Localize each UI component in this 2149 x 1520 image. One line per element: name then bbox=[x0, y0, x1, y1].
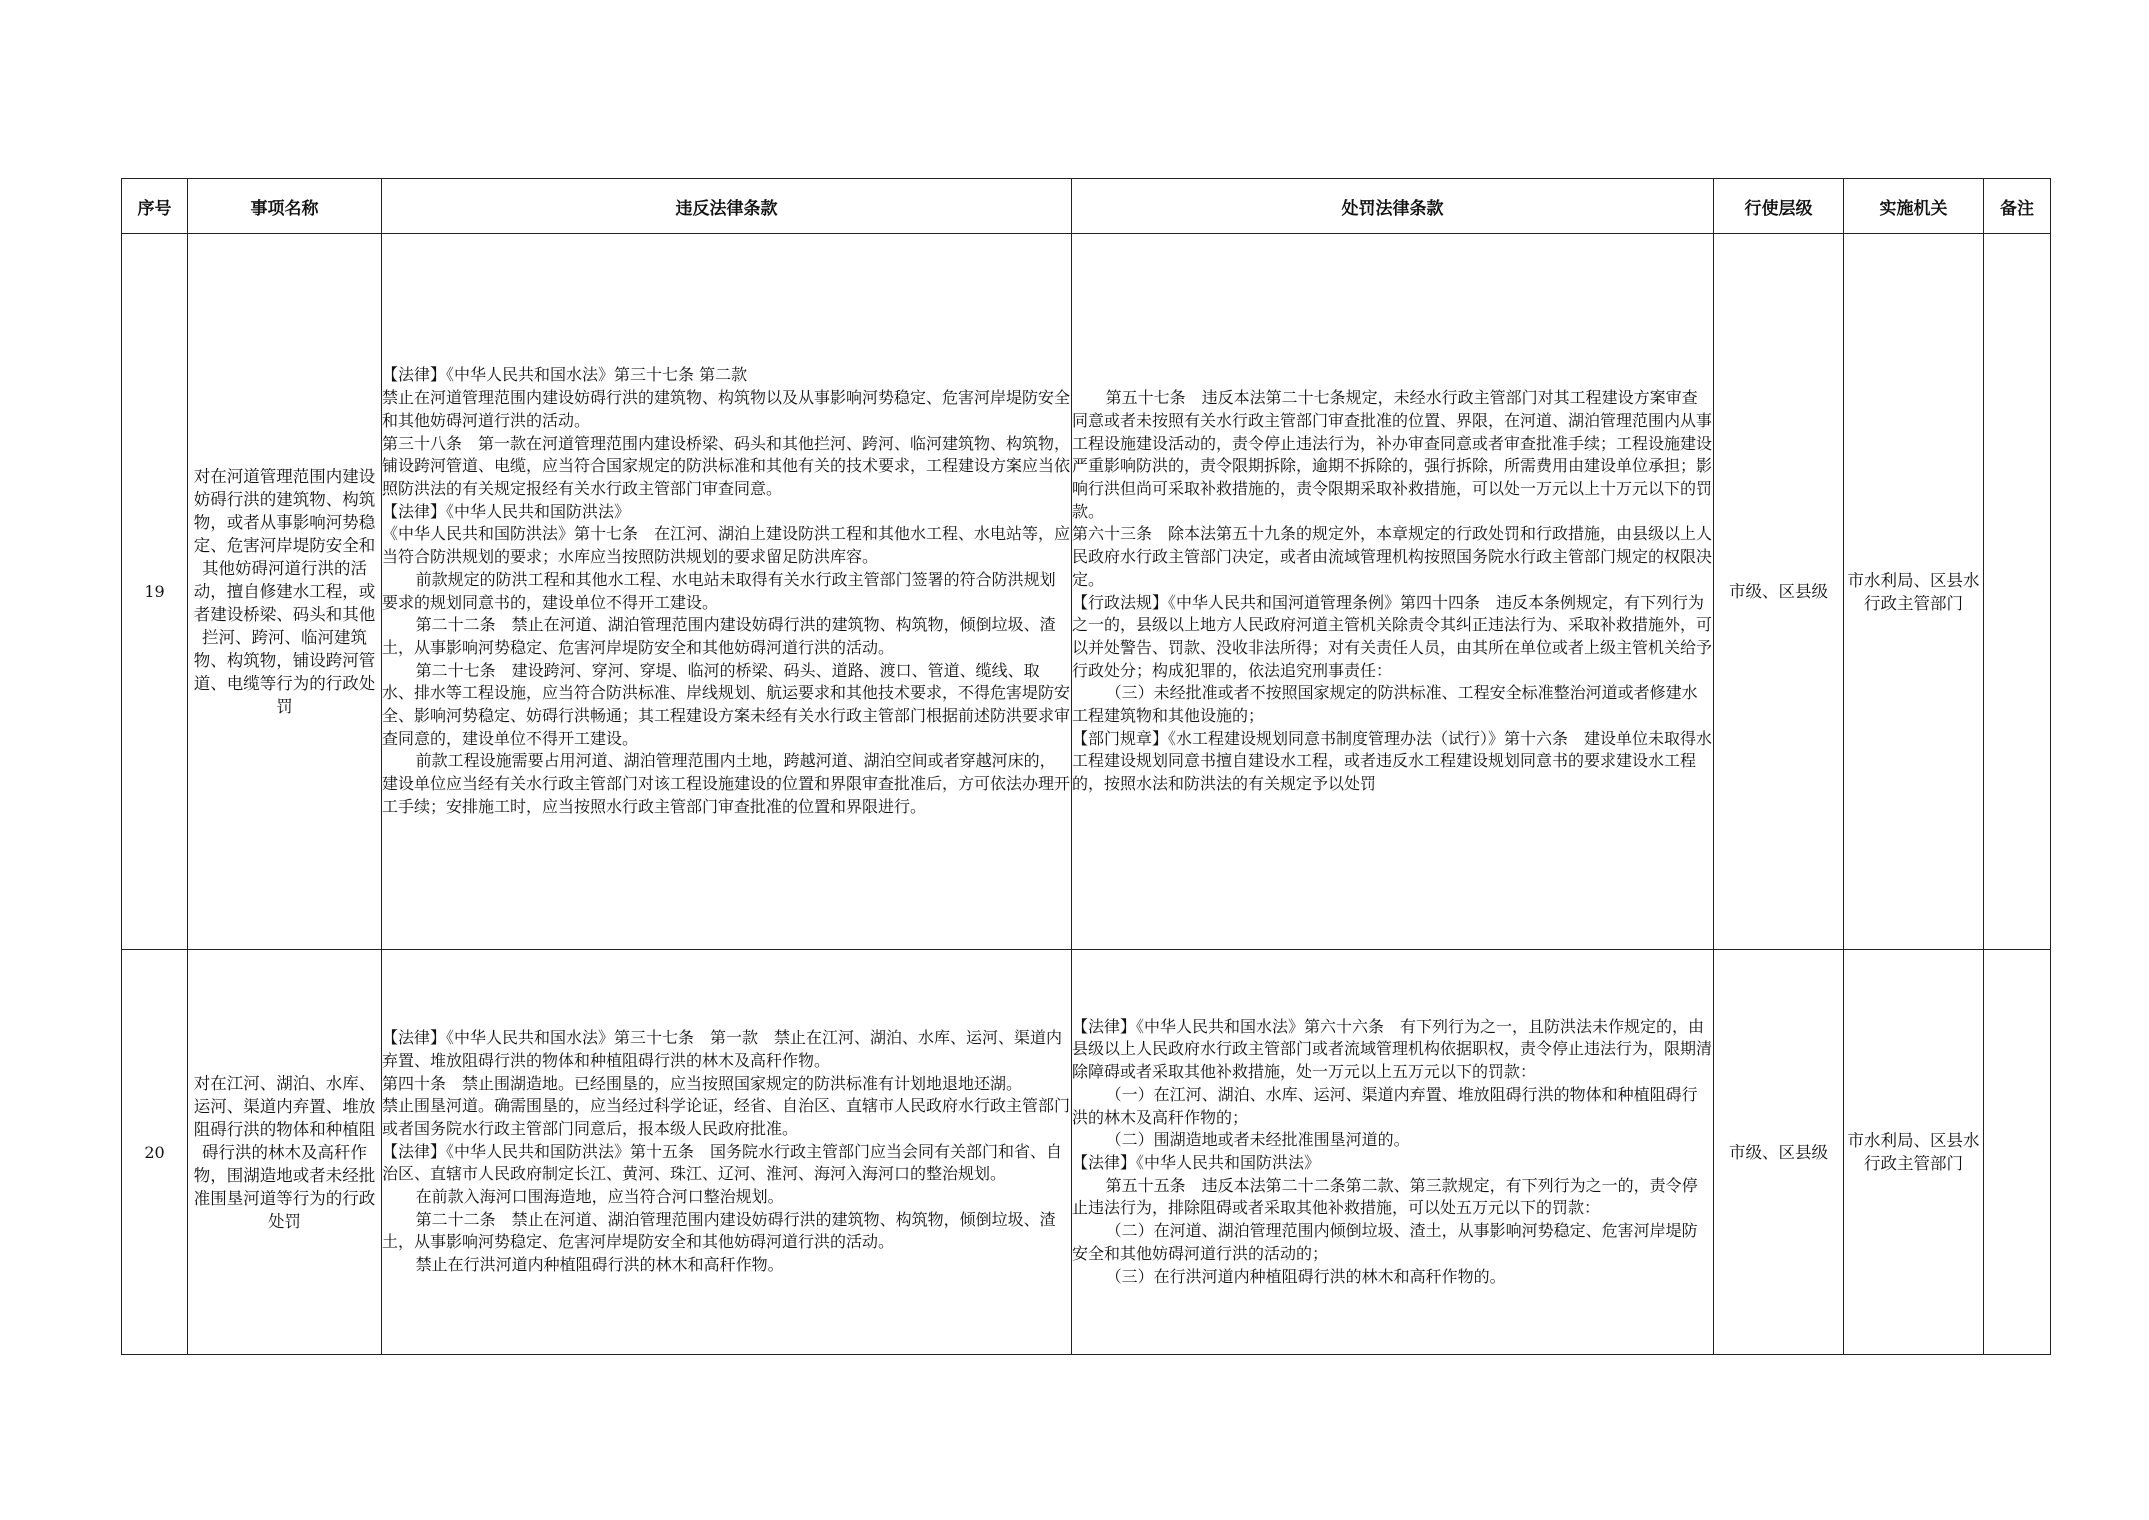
row-item-name: 对在江河、湖泊、水库、运河、渠道内弃置、堆放阻碍行洪的物体和种植阻碍行洪的林木及高秆作物，围湖造地或者未经批准围垦河道等行为的行政处罚 bbox=[188, 950, 382, 1355]
table-row bbox=[122, 234, 2051, 950]
row-level: 市级、区县级 bbox=[1714, 950, 1844, 1355]
clause-paragraph: 第六十三条 除本法第五十九条的规定外，本章规定的行政处罚和行政措施，由县级以上人民政府水行政主管部门决定，或者由流域管理机构按照国务院水行政主管部门规定的权限决定。 bbox=[1072, 524, 1713, 589]
row-agency: 市水利局、区县水行政主管部门 bbox=[1844, 234, 1984, 950]
clause-paragraph: 【法律】《中华人民共和国水法》第三十七条 第一款 禁止在江河、湖泊、水库、运河、渠道内弃置、堆放阻碍行洪的物体和种植阻碍行洪的林木及高秆作物。 bbox=[382, 1028, 1063, 1070]
header-agency: 实施机关 bbox=[1844, 179, 1984, 234]
clause-paragraph: 在前款入海河口围海造地，应当符合河口整治规划。 bbox=[415, 1187, 784, 1207]
clause-paragraph: 前款规定的防洪工程和其他水工程、水电站未取得有关水行政主管部门签署的符合防洪规划要求的规划同意书的，建设单位不得开工建设。 bbox=[382, 569, 1056, 612]
row-violation-clauses bbox=[382, 234, 1072, 950]
header-level: 行使层级 bbox=[1714, 179, 1844, 234]
row-penalty-clauses bbox=[1072, 950, 1714, 1355]
row-penalty-clauses bbox=[1072, 234, 1714, 950]
header-violation: 违反法律条款 bbox=[382, 179, 1072, 234]
clause-paragraph: 禁止围垦河道。确需围垦的，应当经过科学论证，经省、自治区、直辖市人民政府水行政主管部门或者国务院水行政主管部门同意后，报本级人民政府批准。 bbox=[382, 1096, 1071, 1138]
clause-paragraph: 【法律】《中华人民共和国水法》第六十六条 有下列行为之一，且防洪法未作规定的，由县级以上人民政府水行政主管部门或者流域管理机构依据职权，责令停止违法行为，限期清除障碍或者采取其他补救措施，处一万元以上五万元以下的罚款： bbox=[1072, 1016, 1713, 1082]
clause-paragraph: 禁止在河道管理范围内建设妨碍行洪的建筑物、构筑物以及从事影响河势稳定、危害河岸堤防安全和其他妨碍河道行洪的活动。 bbox=[382, 388, 1071, 430]
clause-paragraph: （一）在江河、湖泊、水库、运河、渠道内弃置、堆放阻碍行洪的物体和种植阻碍行洪的林木及高秆作物的； bbox=[1072, 1084, 1698, 1127]
clause-paragraph: 【法律】《中华人民共和国水法》第三十七条 第二款 bbox=[382, 365, 748, 385]
clause-paragraph: 【行政法规】《中华人民共和国河道管理条例》第四十四条 违反本条例规定，有下列行为之一的，县级以上地方人民政府河道主管机关除责令其纠正违法行为、采取补救措施外，可以并处警告、罚款、没收非法所得；对有关责任人员，由其所在单位或者上级主管机关给予行政处分；构成犯罪的，依法追究刑事责任： bbox=[1072, 592, 1713, 680]
clause-paragraph: 【法律】《中华人民共和国防洪法》 bbox=[382, 501, 631, 521]
table-row bbox=[122, 950, 2051, 1355]
row-agency: 市水利局、区县水行政主管部门 bbox=[1844, 950, 1984, 1355]
row-violation-clauses bbox=[382, 950, 1072, 1355]
clause-paragraph: 第四十条 禁止围湖造地。已经围垦的，应当按照国家规定的防洪标准有计划地退地还湖。 bbox=[382, 1073, 1023, 1093]
clause-paragraph: 禁止在行洪河道内种植阻碍行洪的林木和高秆作物。 bbox=[415, 1255, 784, 1275]
clause-paragraph: 第三十八条 第一款在河道管理范围内建设桥梁、码头和其他拦河、跨河、临河建筑物、构筑物，铺设跨河管道、电缆，应当符合国家规定的防洪标准和其他有关的技术要求，工程建设方案应当依照防洪法的有关规定报经有关水行政主管部门审查同意。 bbox=[382, 433, 1071, 498]
clause-paragraph: （二）围湖造地或者未经批准围垦河道的。 bbox=[1105, 1130, 1410, 1150]
clause-paragraph: 【部门规章】《水工程建设规划同意书制度管理办法（试行）》第十六条 建设单位未取得水工程建设规划同意书擅自建设水工程，或者违反水工程建设规划同意书的要求建设水工程的，按照水法和防洪法的有关规定予以处罚 bbox=[1072, 728, 1713, 794]
penalty-table bbox=[121, 178, 2051, 1355]
row-note bbox=[1984, 950, 2051, 1355]
row-note bbox=[1984, 234, 2051, 950]
header-penalty: 处罚法律条款 bbox=[1072, 179, 1714, 234]
clause-paragraph: （三）未经批准或者不按照国家规定的防洪标准、工程安全标准整治河道或者修建水工程建筑物和其他设施的； bbox=[1072, 683, 1698, 726]
header-row bbox=[122, 179, 2051, 234]
clause-paragraph: 第二十二条 禁止在河道、湖泊管理范围内建设妨碍行洪的建筑物、构筑物，倾倒垃圾、渣土，从事影响河势稳定、危害河岸堤防安全和其他妨碍河道行洪的活动。 bbox=[382, 615, 1056, 657]
clause-paragraph: 第五十五条 违反本法第二十二条第二款、第三款规定，有下列行为之一的，责令停止违法行为，排除阻碍或者采取其他补救措施，可以处五万元以下的罚款： bbox=[1072, 1175, 1698, 1218]
header-name: 事项名称 bbox=[188, 179, 382, 234]
header-seq: 序号 bbox=[122, 179, 188, 234]
clause-paragraph: 【法律】《中华人民共和国防洪法》 bbox=[1072, 1153, 1321, 1172]
clause-paragraph: 第二十七条 建设跨河、穿河、穿堤、临河的桥梁、码头、道路、渡口、管道、缆线、取水、排水等工程设施，应当符合防洪标准、岸线规划、航运要求和其他技术要求，不得危害堤防安全、影响河势稳定、妨碍行洪畅通；其工程建设方案未经有关水行政主管部门根据前述防洪要求审查同意的，建设单位不得开工建设。 bbox=[382, 660, 1071, 748]
clause-paragraph: （二）在河道、湖泊管理范围内倾倒垃圾、渣土，从事影响河势稳定、危害河岸堤防安全和其他妨碍河道行洪的活动的； bbox=[1072, 1221, 1698, 1263]
row-level: 市级、区县级 bbox=[1714, 234, 1844, 950]
clause-paragraph: 前款工程设施需要占用河道、湖泊管理范围内土地，跨越河道、湖泊空间或者穿越河床的，建设单位应当经有关水行政主管部门对该工程设施建设的位置和界限审查批准后，方可依法办理开工手续；安排施工时，应当按照水行政主管部门审查批准的位置和界限进行。 bbox=[382, 751, 1071, 816]
clause-paragraph: 第二十二条 禁止在河道、湖泊管理范围内建设妨碍行洪的建筑物、构筑物，倾倒垃圾、渣土，从事影响河势稳定、危害河岸堤防安全和其他妨碍河道行洪的活动。 bbox=[382, 1209, 1056, 1252]
clause-paragraph: 【法律】《中华人民共和国防洪法》第十五条 国务院水行政主管部门应当会同有关部门和省、自治区、直辖市人民政府制定长江、黄河、珠江、辽河、淮河、海河入海河口的整治规划。 bbox=[382, 1141, 1063, 1184]
header-note: 备注 bbox=[1984, 179, 2051, 234]
row-seq: 20 bbox=[122, 950, 188, 1355]
row-seq: 19 bbox=[122, 234, 188, 950]
clause-paragraph: 《中华人民共和国防洪法》第十七条 在江河、湖泊上建设防洪工程和其他水工程、水电站等，应当符合防洪规划的要求；水库应当按照防洪规划的要求留足防洪库容。 bbox=[382, 524, 1071, 567]
clause-paragraph: （三）在行洪河道内种植阻碍行洪的林木和高秆作物的。 bbox=[1105, 1266, 1506, 1286]
row-item-name: 对在河道管理范围内建设妨碍行洪的建筑物、构筑物，或者从事影响河势稳定、危害河岸堤防安全和其他妨碍河道行洪的活动，擅自修建水工程，或者建设桥梁、码头和其他拦河、跨河、临河建筑物、构筑物，铺设跨河管道、电缆等行为的行政处罚 bbox=[188, 234, 382, 950]
clause-paragraph: 第五十七条 违反本法第二十七条规定，未经水行政主管部门对其工程建设方案审查同意或者未按照有关水行政主管部门审查批准的位置、界限，在河道、湖泊管理范围内从事工程设施建设活动的，责令停止违法行为，补办审查同意或者审查批准手续；工程设施建设严重影响防洪的，责令限期拆除，逾期不拆除的，强行拆除，所需费用由建设单位承担；影响行洪但尚可采取补救措施的，责令限期采取补救措施，可以处一万元以上十万元以下的罚款。 bbox=[1072, 388, 1713, 521]
